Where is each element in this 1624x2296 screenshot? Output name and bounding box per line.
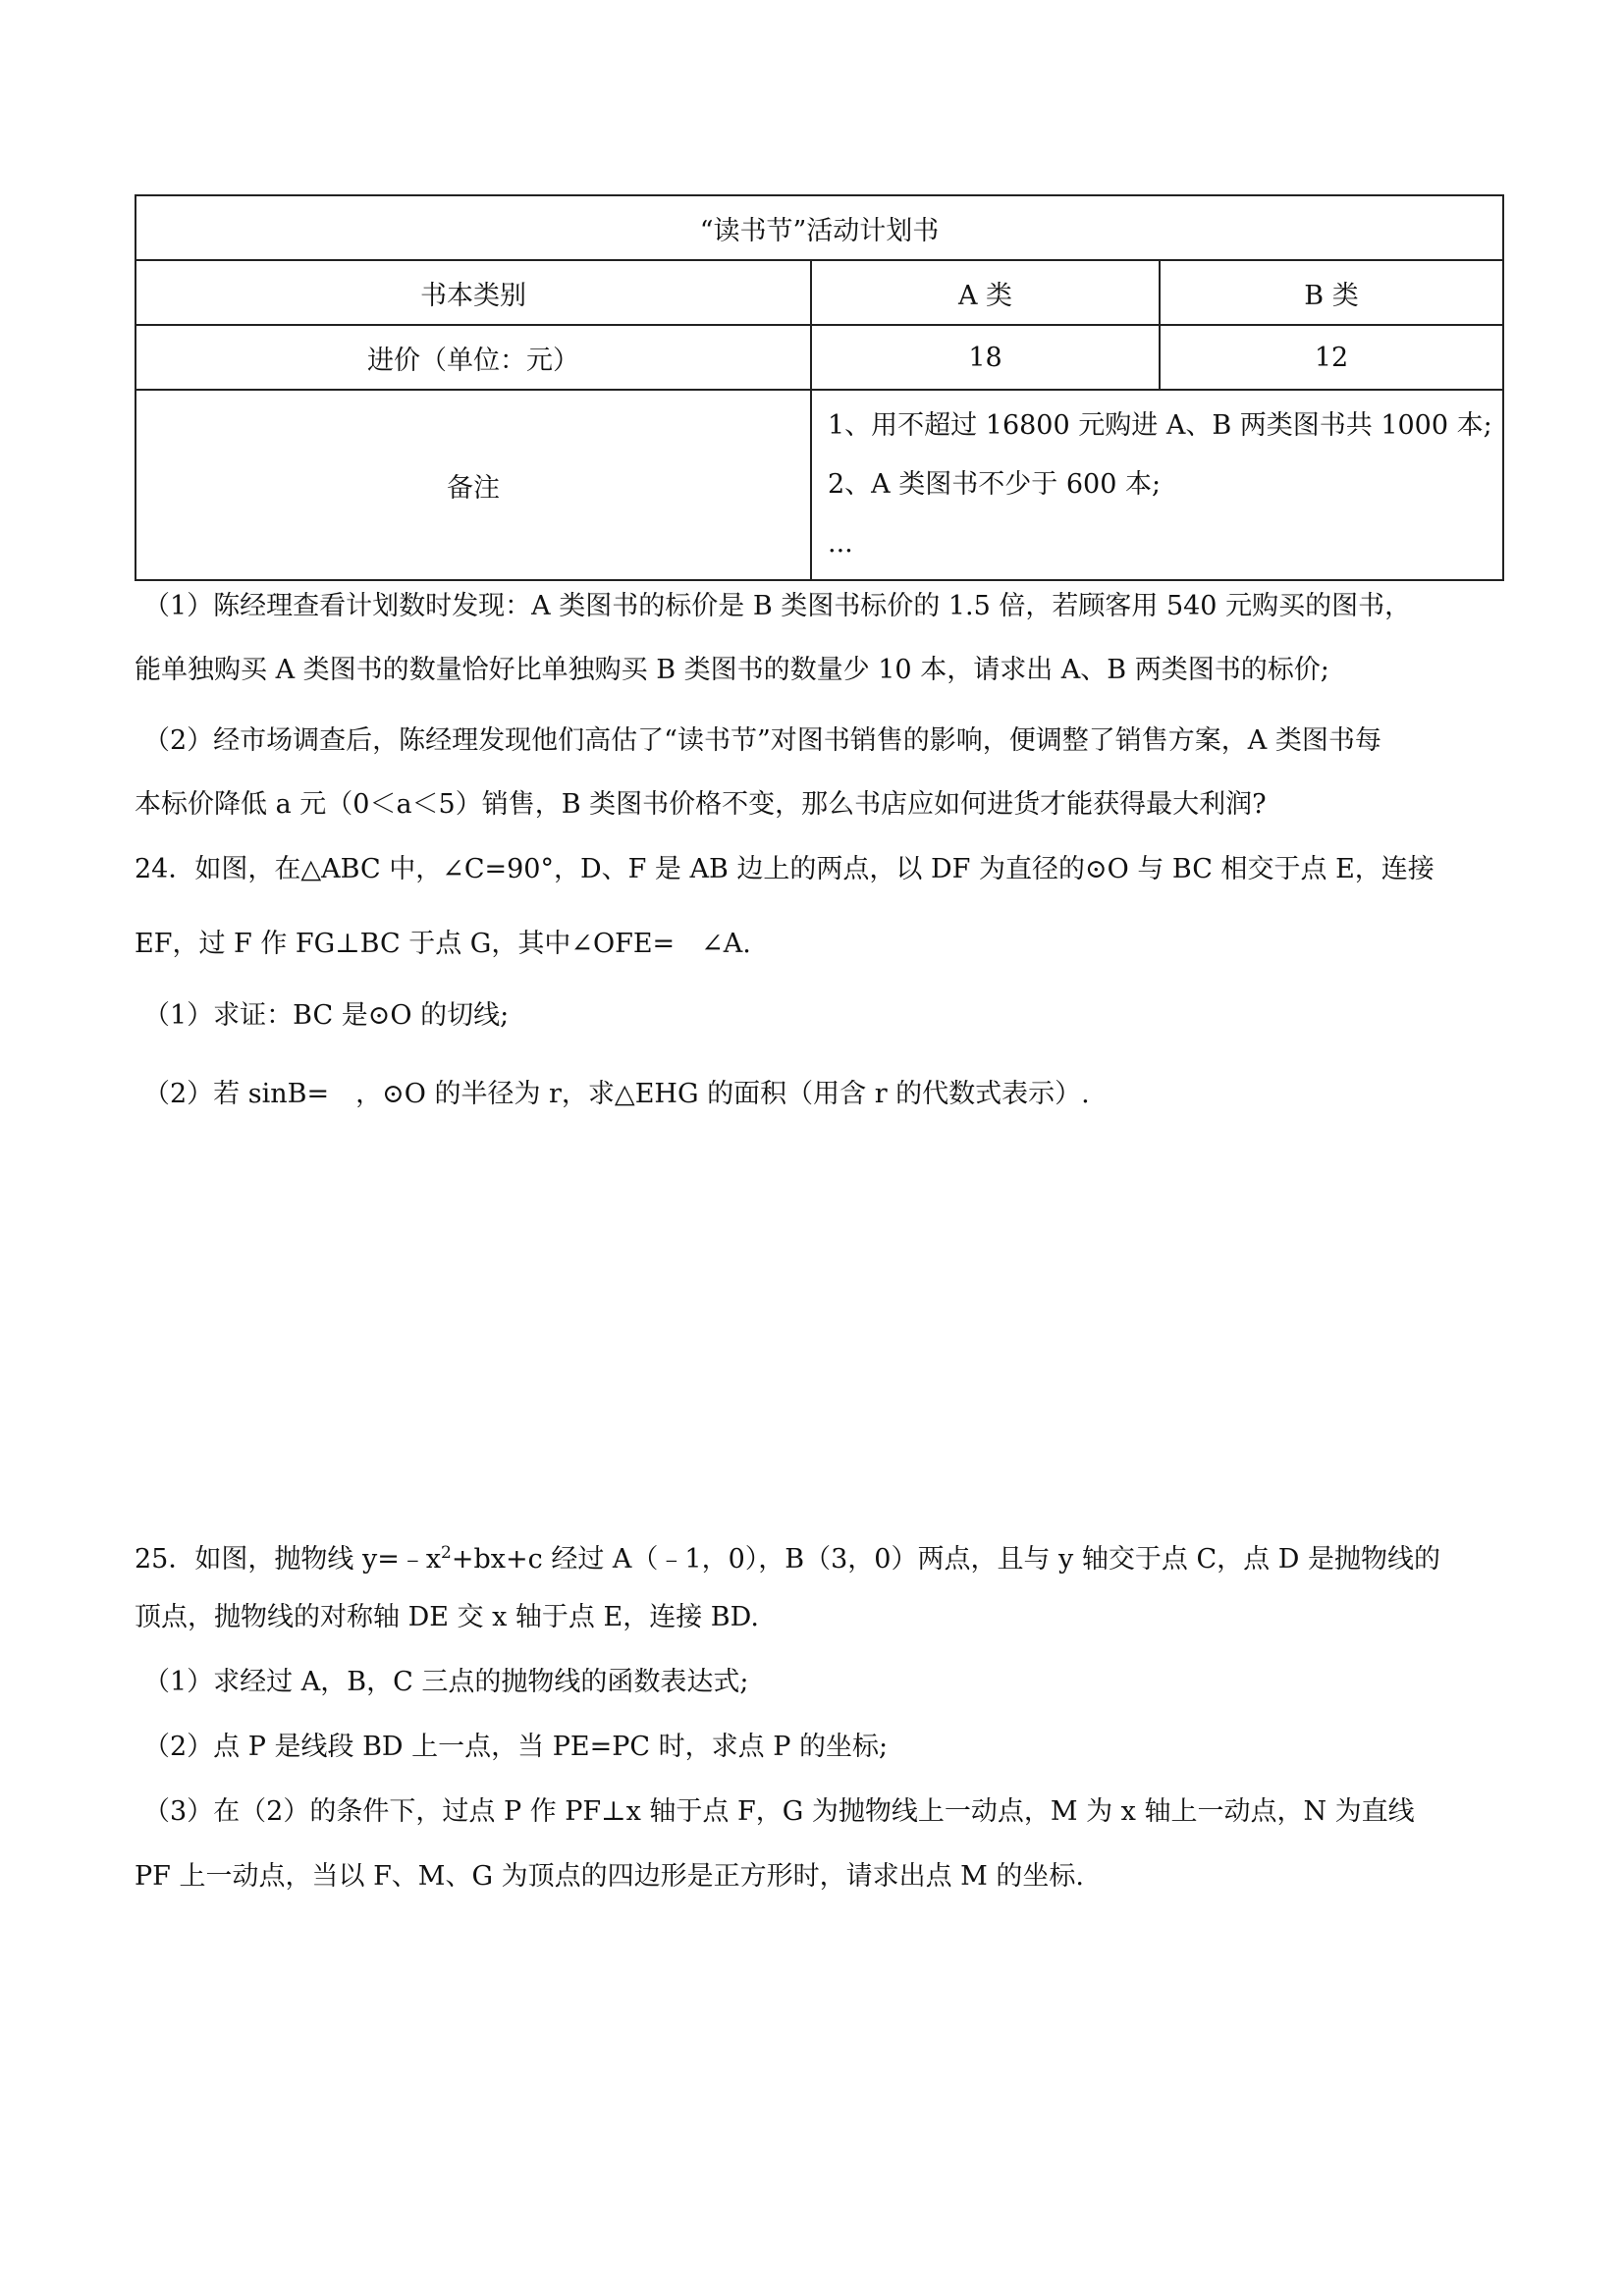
note-item: 2、A 类图书不少于 600 本;: [828, 469, 1162, 500]
q25-part3-line1: （3）在（2）的条件下，过点 P 作 PF⊥x 轴于点 F，G 为抛物线上一动点，M 为 x 轴上一动点，N 为直线: [143, 1796, 1415, 1827]
q25-line1-pre: 25．如图，抛物线 y=﹣x: [135, 1544, 442, 1575]
q23-part2-line2: 本标价降低 a 元（0＜a＜5）销售，B 类图书价格不变，那么书店应如何进货才能获得最大利润?: [135, 789, 1267, 820]
q23-part1-line1: （1）陈经理查看计划数时发现：A 类图书的标价是 B 类图书标价的 1.5 倍，若顾客用 540 元购买的图书，: [143, 591, 1412, 621]
table-row: [135, 390, 1503, 580]
price-b-cell: 12: [1160, 325, 1503, 390]
q25-line1-exponent: 2: [441, 1543, 452, 1563]
q25-part3-line2: PF 上一动点，当以 F、M、G 为顶点的四边形是正方形时，请求出点 M 的坐标.: [135, 1861, 1084, 1892]
row-label-price: 进价（单位：元）: [135, 325, 811, 390]
price-a-cell: 18: [811, 325, 1160, 390]
q24-part2: （2）若 sinB= ，⊙O 的半径为 r，求△EHG 的面积（用含 r 的代数式表示）.: [143, 1079, 1090, 1109]
q25-part1: （1）求经过 A，B，C 三点的抛物线的函数表达式;: [143, 1667, 749, 1697]
q25-line1-post: +bx+c 经过 A（﹣1，0），B（3，0）两点，且与 y 轴交于点 C，点 D 是抛物线的: [451, 1544, 1440, 1575]
notes-cell: [811, 390, 1503, 580]
reading-festival-plan-table: [135, 194, 1504, 581]
column-b-header: B 类: [1160, 260, 1503, 325]
table-title: “读书节”活动计划书: [135, 195, 1503, 260]
table-row: [135, 325, 1503, 390]
q24-line2: EF，过 F 作 FG⊥BC 于点 G，其中∠OFE= ∠A.: [135, 929, 751, 959]
column-a-header: A 类: [811, 260, 1160, 325]
q23-part2-line1: （2）经市场调查后，陈经理发现他们高估了“读书节”对图书销售的影响，便调整了销售方案，A 类图书每: [143, 725, 1381, 756]
note-item: ...: [828, 528, 853, 559]
q25-line1: [135, 1533, 1440, 1579]
q25-line2: 顶点，抛物线的对称轴 DE 交 x 轴于点 E，连接 BD.: [135, 1602, 759, 1632]
table-row: [135, 260, 1503, 325]
row-label-category: 书本类别: [135, 260, 811, 325]
q24-line1: 24．如图，在△ABC 中，∠C=90°，D、F 是 AB 边上的两点，以 DF 为直径的⊙O 与 BC 相交于点 E，连接: [135, 854, 1435, 884]
q23-part1-line2: 能单独购买 A 类图书的数量恰好比单独购买 B 类图书的数量少 10 本，请求出 A、B 两类图书的标价;: [135, 655, 1329, 685]
table-title-row: [135, 195, 1503, 260]
q25-part2: （2）点 P 是线段 BD 上一点，当 PE=PC 时，求点 P 的坐标;: [143, 1732, 889, 1762]
note-item: 1、用不超过 16800 元购进 A、B 两类图书共 1000 本;: [828, 410, 1492, 441]
row-label-notes: 备注: [135, 390, 811, 580]
q24-part1: （1）求证：BC 是⊙O 的切线;: [143, 1000, 510, 1031]
